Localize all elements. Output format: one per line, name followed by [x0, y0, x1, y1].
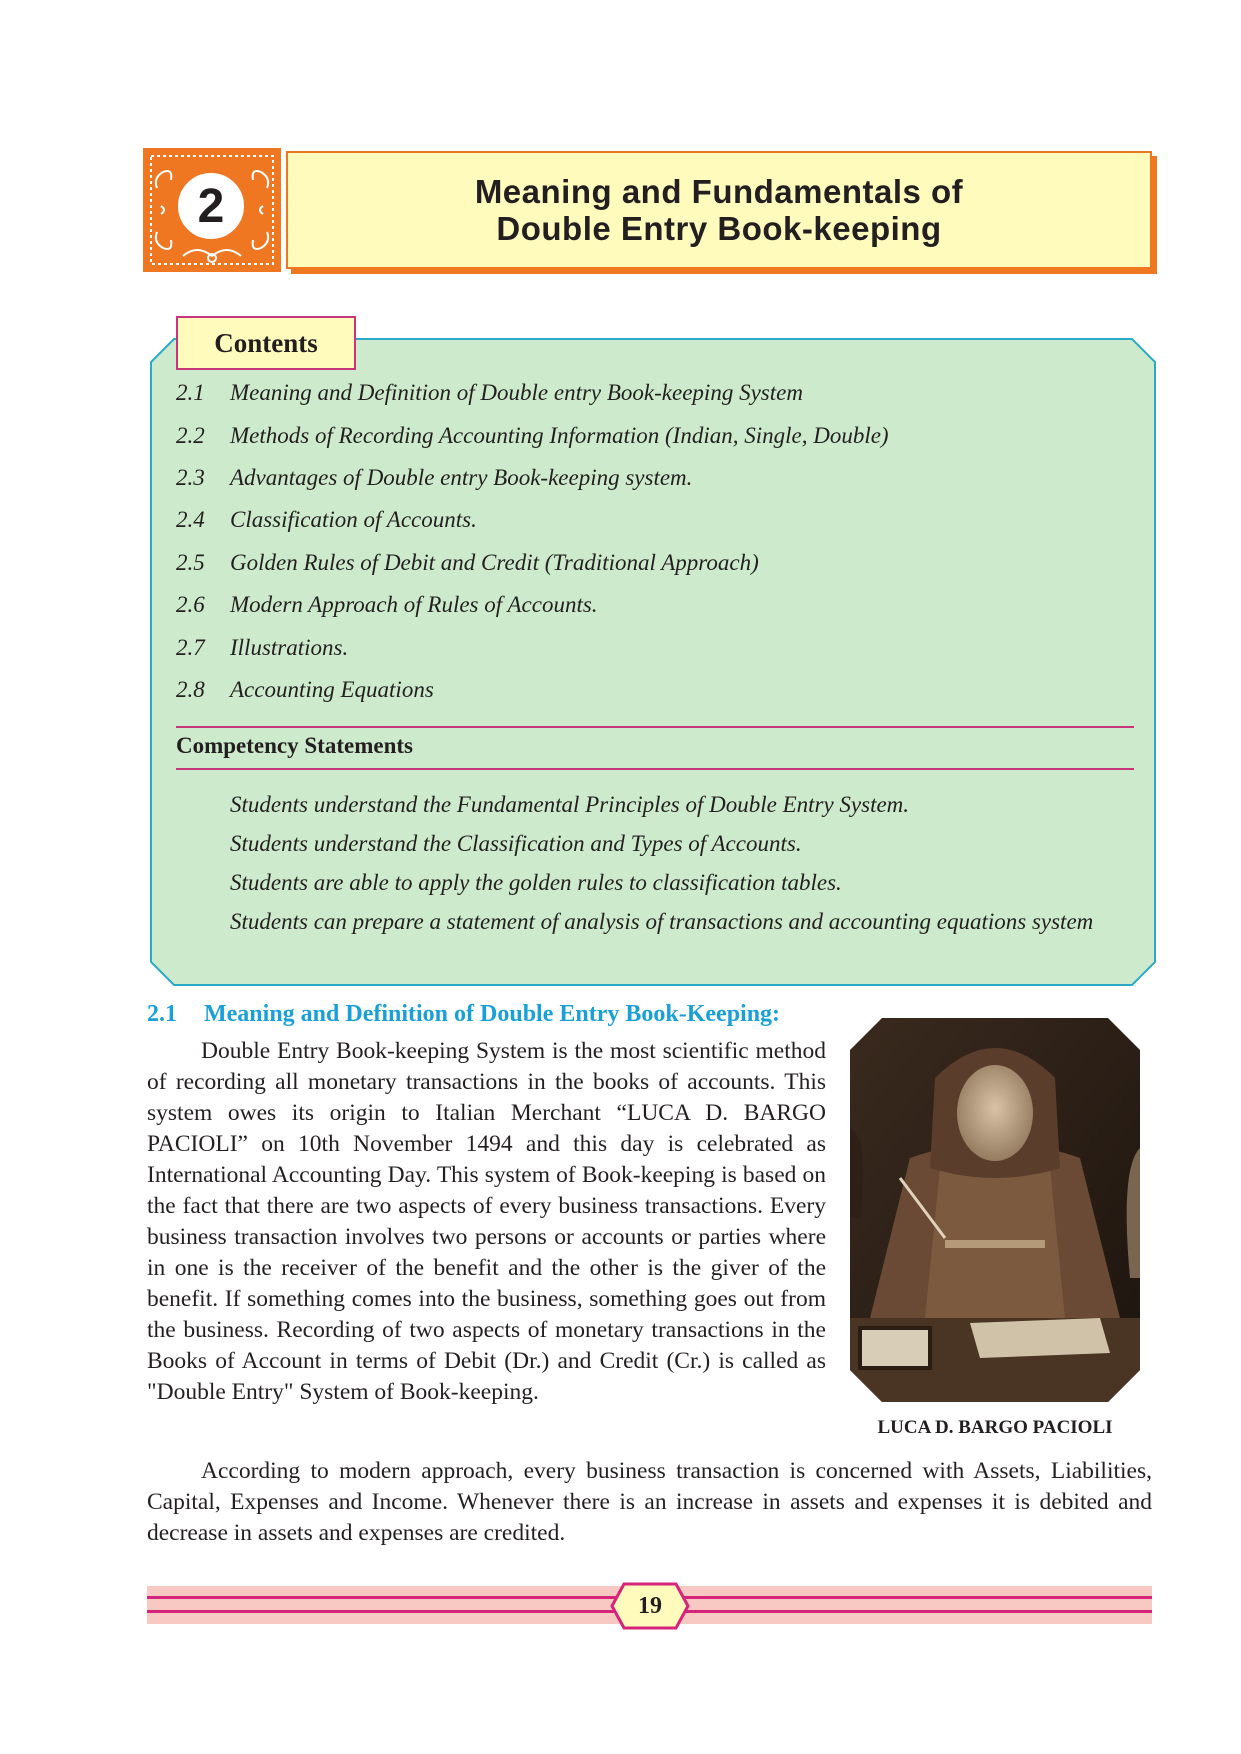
portrait-caption: LUCA D. BARGO PACIOLI	[877, 1417, 1113, 1438]
chapter-number-badge	[143, 148, 281, 272]
competency-heading: Competency Statements	[176, 733, 413, 758]
contents-item: 2.8 Accounting Equations	[176, 676, 434, 702]
contents-heading: Contents	[176, 316, 356, 370]
contents-item: 2.2 Methods of Recording Accounting Information (Indian, Single, Double)	[176, 422, 889, 448]
portrait-image-icon	[850, 1018, 1140, 1402]
competency-list	[230, 788, 1100, 944]
section-heading: 2.1 Meaning and Definition of Double Entry Book-Keeping:	[147, 1001, 781, 1027]
competency-item: Students understand the Fundamental Principles of Double Entry System.	[230, 792, 910, 817]
competency-item: Students can prepare a statement of analysis of transactions and accounting equations system	[230, 909, 1094, 934]
competency-item: Students are able to apply the golden rules to classification tables.	[230, 870, 842, 895]
contents-item: 2.6 Modern Approach of Rules of Accounts.	[176, 592, 598, 618]
chapter-title-box	[286, 151, 1152, 269]
contents-item: 2.4 Classification of Accounts.	[176, 507, 477, 533]
divider	[176, 768, 1134, 770]
divider	[176, 726, 1134, 728]
contents-item: 2.3 Advantages of Double entry Book-keeping system.	[176, 464, 693, 490]
pacioli-portrait	[850, 1018, 1140, 1402]
section-paragraph-2: According to modern approach, every business transaction is concerned with Assets, Liabilities, Capital, Expenses and Income. Whenever there is an increase in assets and expenses it is debited and decrease in assets and expenses are credited.	[147, 1458, 1152, 1546]
section-paragraph-1: Double Entry Book-keeping System is the most scientific method of recording all monetary transactions in the books of accounts. This system owes its origin to Italian Merchant “LUCA D. BARGO PACIOLI” on 10th November 1494 and this day is celebrated as International Accounting Day. This system of Book-keeping is based on the fact that there are two aspects of every business transactions. Every business transaction involves two persons or accounts or parties where in one is the receiver of the benefit and the other is the giver of the benefit. If something comes into the business, something goes out from the business. Recording of two aspects of monetary transactions in the Books of Account in terms of Debit (Dr.) and Credit (Cr.) is called as "Double Entry" System of Book-keeping.	[147, 1038, 826, 1405]
contents-item: 2.7 Illustrations.	[176, 634, 349, 660]
contents-item: 2.5 Golden Rules of Debit and Credit (Traditional Approach)	[176, 549, 759, 575]
chapter-title-line-1: Meaning and Fundamentals of	[474, 173, 964, 210]
chapter-title-line-2: Double Entry Book-keeping	[496, 210, 942, 247]
page-number: 19	[638, 1592, 662, 1619]
chapter-number: 2	[175, 170, 247, 242]
contents-list	[176, 372, 1136, 711]
competency-item: Students understand the Classification and Types of Accounts.	[230, 831, 802, 856]
contents-item: 2.1 Meaning and Definition of Double entry Book-keeping System	[176, 380, 803, 406]
